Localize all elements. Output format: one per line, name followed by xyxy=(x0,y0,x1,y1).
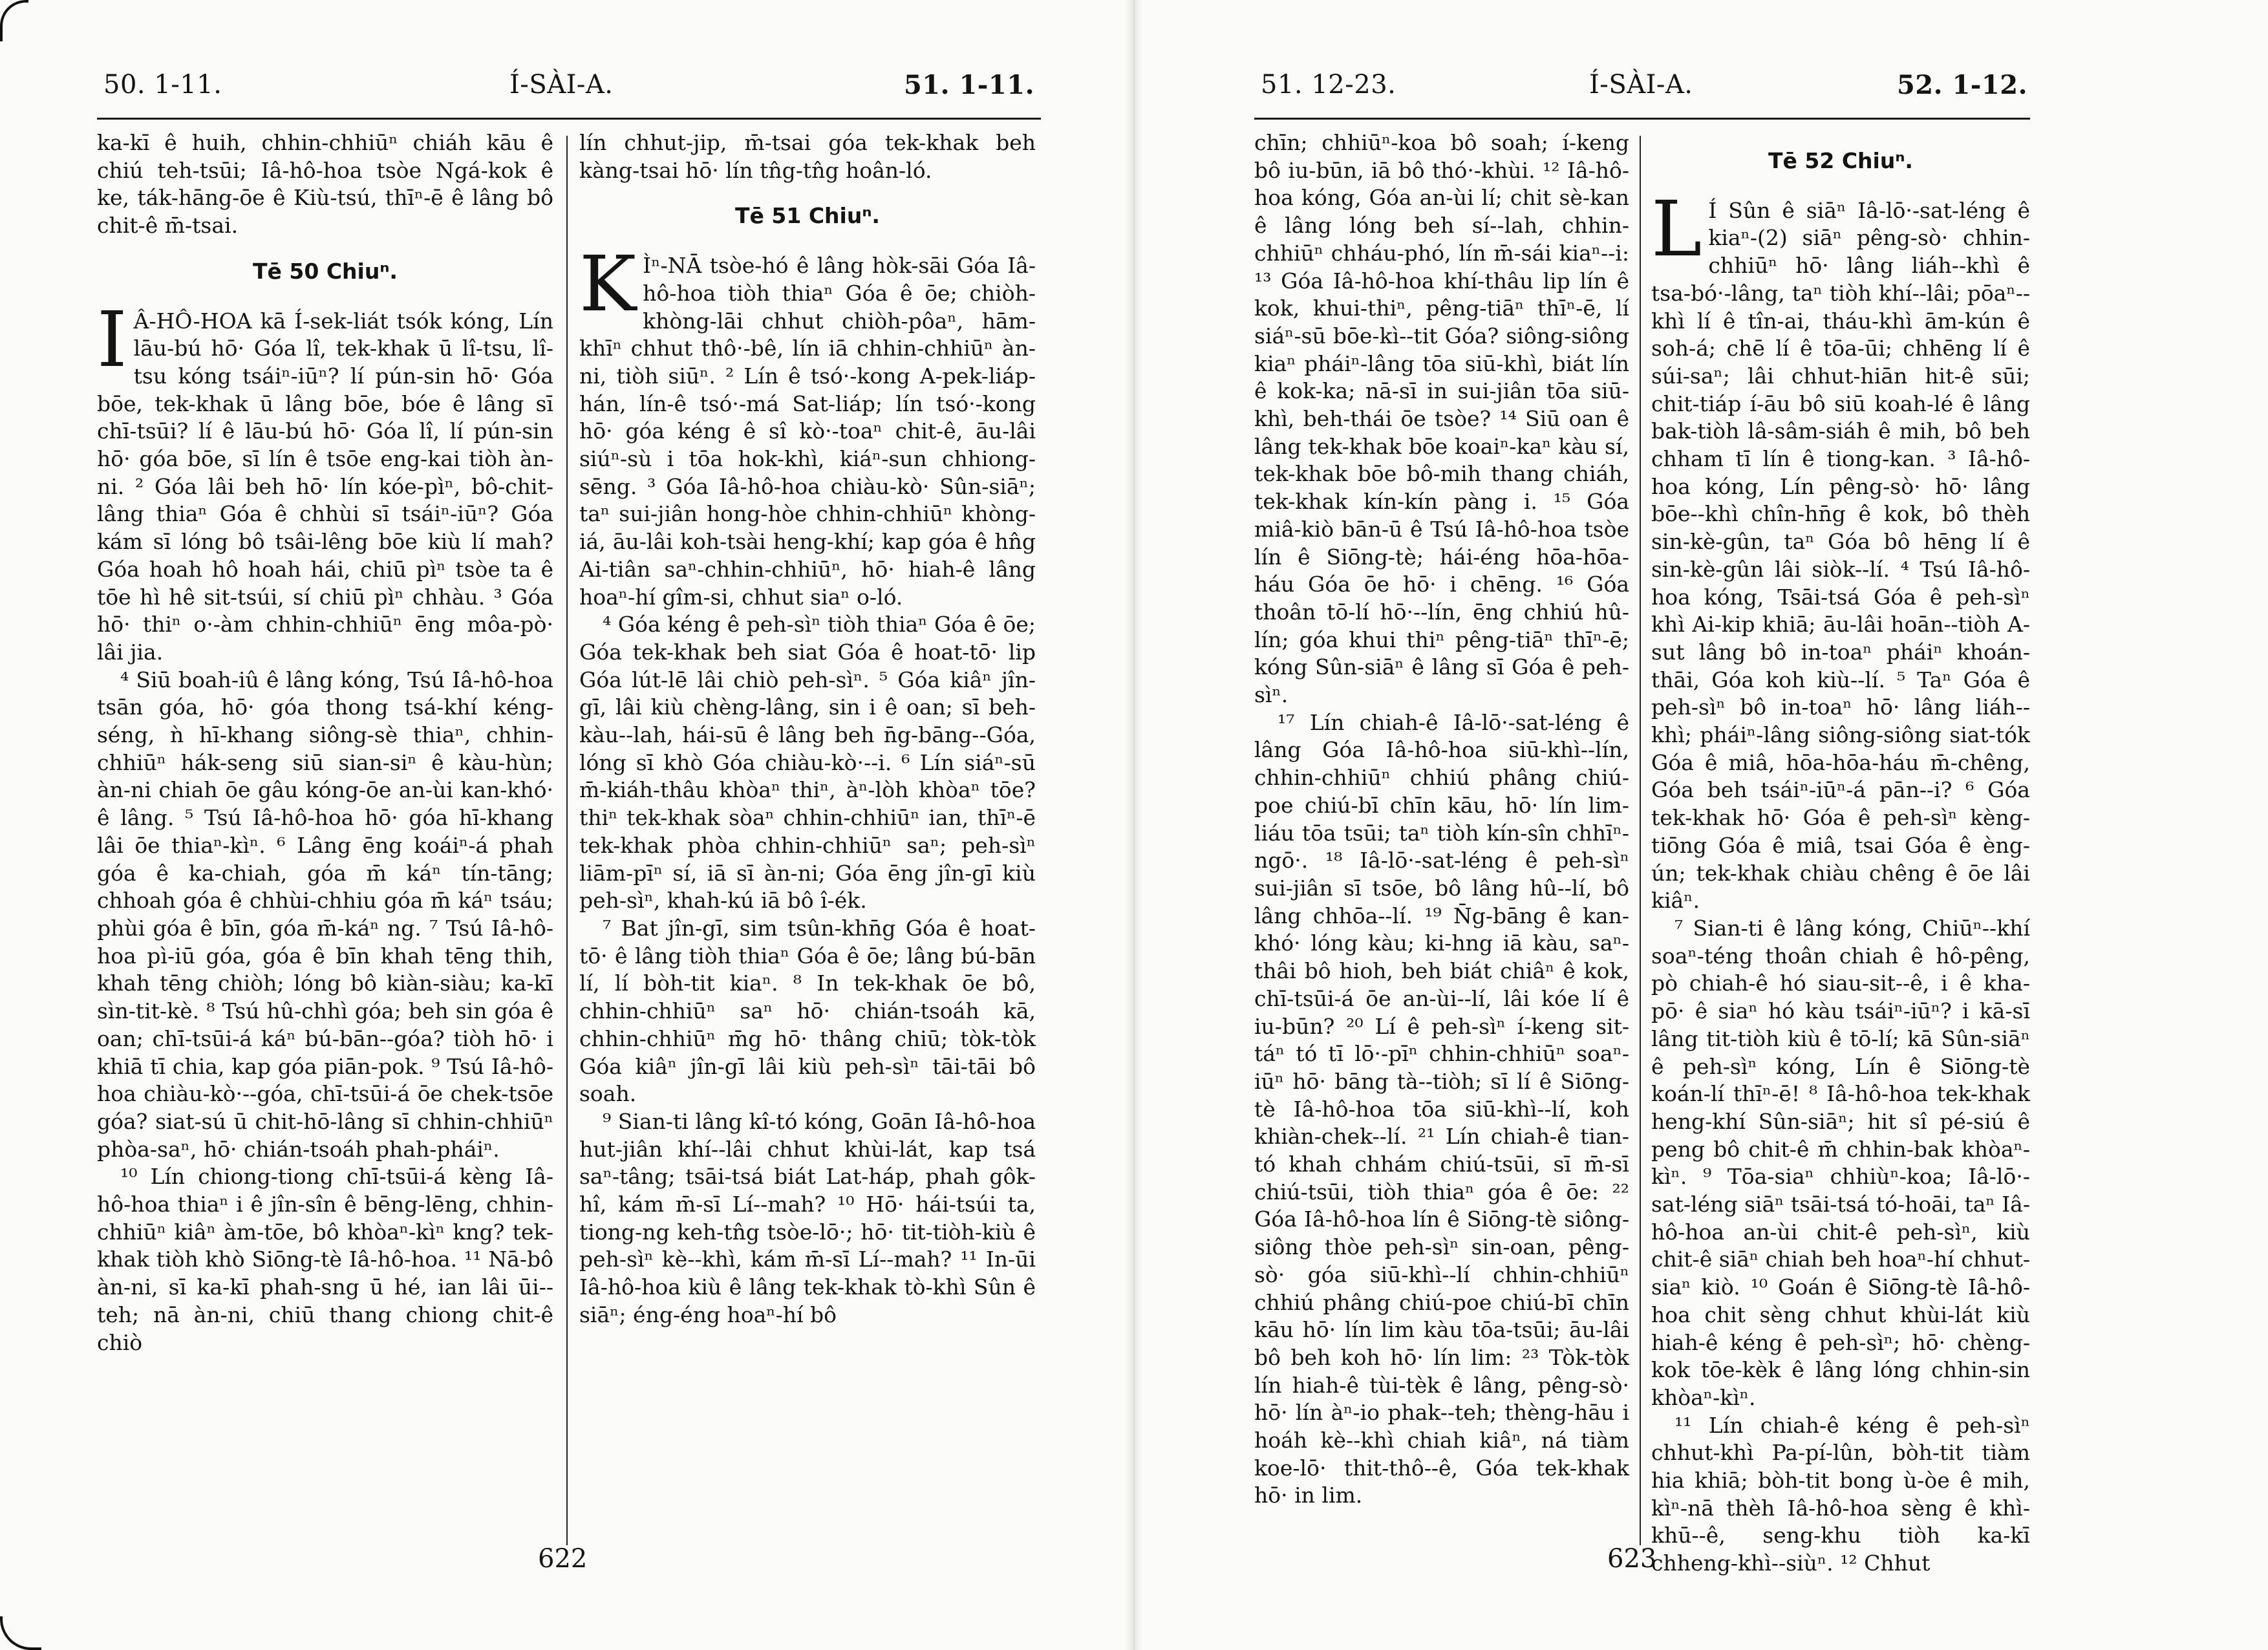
running-header xyxy=(1261,70,2027,111)
verse-paragraph: LÍ Sûn ê siāⁿ Iâ-lō·-sat-léng ê kiaⁿ-(2) siāⁿ pêng-sò· chhin-chhiūⁿ hō· lâng liáh--khì ê tsa-bó·-lâng, taⁿ tiòh khí--lâi; pōaⁿ--khì lí ê tîn-ai, tháu-khì ām-kún ê soh-á; chē lí ê tōa-ūi; chhēng lí ê súi-saⁿ; lâi chhut-hiān hit-ê sūi; chit-tiáp í-āu bô siū koah-lé ê lâng bak-tiòh lâ-sâm-siáh ê mih, bô beh chham tī lín ê tiong-kan. ³ Iâ-hô-hoa kóng, Lín pêng-sò· hō· lâng bōe--khì chîn-hn̄g ê kok, bô thèh sin-kè-gûn, taⁿ Góa bô hēng lí ê sin-kè-gûn lâi siòk--lí. ⁴ Tsú Iâ-hô-hoa kóng, Tsāi-tsá Góa ê peh-sìⁿ khì Ai-kip khiā; āu-lâi hoān--tiòh A-sut lâng bô in-toaⁿ pháiⁿ khoán-thāi, Góa koh kiù--lí. ⁵ Taⁿ Góa ê peh-sìⁿ bô in-toaⁿ hō· lâng liáh--khì; pháiⁿ-lâng siông-siông siat-tók Góa ê miâ, hōa-hōa-háu m̄-chêng, Góa beh tsáiⁿ-iūⁿ-á pān--i? ⁶ Góa tek-khak hō· Góa ê peh-sìⁿ kèng-tiōng Góa ê miâ, tsai Góa ê èng-ún; tek-khak chiàu chêng ê ōe lâi kiâⁿ. xyxy=(1651,184,2030,914)
verse-paragraph: ¹¹ Lín chiah-ê kéng ê peh-sìⁿ chhut-khì Pa-pí-lûn, bòh-tit tiàm hia khiā; bòh-tit bong ù-òe ê mih, kìⁿ-nā thèh Iâ-hô-hoa sèng ê khì-khū--ê, seng-khu tiòh ka-kī chheng-khì--siùⁿ. ¹² Chhut xyxy=(1651,1412,2030,1576)
verse-paragraph: ⁹ Sian-ti lâng kî-tó kóng, Goān Iâ-hô-hoa hut-jiân khí--lâi chhut khùi-lát, kap tsá saⁿ-tâng; tsāi-tsá biát Lat-háp, phah gôk-hî, kám m̄-sī Lí--mah? ¹⁰ Hō· hái-tsúi ta, tiong-ng keh-tn̂g tsòe-lō·; hō· tit-tiòh-kiù ê peh-sìⁿ kè--khì, kám m̄-sī Lí--mah? ¹¹ In-ūi Iâ-hô-hoa kiù ê lâng tek-khak tò-khì Sûn ê siāⁿ; éng-éng hoaⁿ-hí bô xyxy=(579,1108,1036,1327)
text-column-right xyxy=(579,129,1036,1532)
column-intro-text: ka-kī ê huih, chhin-chhiūⁿ chiáh kāu ê chiú teh-tsūi; Iâ-hô-hoa tsòe Ngá-kok ê ke, ták-hāng-ōe ê Kiù-tsú, thīⁿ-ē ê lâng bô chit-ê m̄-tsai. xyxy=(97,130,553,239)
header-verse-range-right: 52. 1-12. xyxy=(1896,70,2027,100)
header-book-title: Í-SÀI-A. xyxy=(509,70,614,100)
page-number: 622 xyxy=(538,1544,588,1574)
column-intro-text: chīn; chhiūⁿ-koa bô soah; í-keng bô iu-būn, iā bô thó·-khùi. ¹² Iâ-hô-hoa kóng, Góa an-ùi lí; chit sè-kan ê lâng lóng beh sí--lah, chhin-chhiūⁿ chháu-phó, lín m̄-sái kiaⁿ--i: ¹³ Góa Iâ-hô-hoa khí-thâu lip lín ê kok, khui-thiⁿ, pêng-tiāⁿ thīⁿ-ē, lí siáⁿ-sū bōe-kì--tit Góa? siông-siông kiaⁿ pháiⁿ-lâng tōa siū-khì, biát lín ê kok-ka; nā-sī in sui-jiân tōa siū-khì, beh-thái ōe tsòe? ¹⁴ Siū oan ê lâng tek-khak bōe koaiⁿ-kaⁿ kàu sí, tek-khak bōe bô-mih thang chiáh, tek-khak kín-kín pàng i. ¹⁵ Góa miâ-kiò bān-ū ê Tsú Iâ-hô-hoa tsòe lín ê Siōng-tè; hái-éng hōa-hōa-háu Góa ōe hō· i chēng. ¹⁶ Góa thoân tō-lí hō·--lín, ēng chhiú hû-lín; góa khui thiⁿ pêng-tiāⁿ thīⁿ-ē; kóng Sûn-siāⁿ ê lâng sī Góa ê peh-sìⁿ. xyxy=(1254,130,1629,708)
verse-paragraph: ⁴ Góa kéng ê peh-sìⁿ tiòh thiaⁿ Góa ê ōe; Góa tek-khak beh siat Góa ê hoat-tō· lip Góa lút-lē lâi chiò peh-sìⁿ. ⁵ Góa kiâⁿ jîn-gī, lâi kiù chèng-lâng, sin i ê oan; sī beh-kàu--lah, hái-sū ê lâng beh n̄g-bāng--Góa, lóng sī khò Góa chiàu-kò·--i. ⁶ Lín siáⁿ-sū m̄-kiáh-thâu khòaⁿ thiⁿ, àⁿ-lòh khòaⁿ tōe? thiⁿ tek-khak sòaⁿ chhin-chhiūⁿ ian, thīⁿ-ē tek-khak phòa chhin-chhiūⁿ saⁿ; peh-sìⁿ liām-pīⁿ sí, iā sī àn-ni; Góa ēng jîn-gī kiù peh-sìⁿ, khah-kú iā bô î-ék. xyxy=(579,612,1036,914)
verse-paragraph: ⁴ Siū boah-iû ê lâng kóng, Tsú Iâ-hô-hoa tsān góa, hō· góa thong tsá-khí kéng-séng, ǹ hī-khang siông-sè thiaⁿ, chhin-chhiūⁿ hák-seng siū sian-siⁿ ê kàu-hùn; àn-ni chiah ōe gâu kóng-ōe an-ùi kan-khó· ê lâng. ⁵ Tsú Iâ-hô-hoa hō· góa hī-khang lâi ōe thiaⁿ-kìⁿ. ⁶ Lâng ēng koáiⁿ-á phah góa ê ka-chiah, góa m̄ káⁿ tín-tāng; chhoah góa ê chhùi-chhiu góa m̄ káⁿ tsáu; phùi góa ê bīn, góa m̄-káⁿ ng. ⁷ Tsú Iâ-hô-hoa pì-iū góa, góa ê bīn khah tēng thih, khah tēng chiòh; lóng bô kiàn-siàu; ka-kī sìn-tit-kè. ⁸ Tsú hû-chhì góa; beh sin góa ê oan; chī-tsūi-á káⁿ bú-bān--góa? tiòh hō· i khiā tī chia, kap góa piān-pok. ⁹ Tsú Iâ-hô-hoa chiàu-kò·--góa, chī-tsūi-á ōe chek-tsōe góa? siat-sú ū chit-hō-lâng sī chhin-chhiūⁿ phòa-saⁿ, hō· chián-tsoáh phah-pháiⁿ. xyxy=(97,667,553,1162)
verse-paragraph: ¹⁰ Lín chiong-tiong chī-tsūi-á kèng Iâ-hô-hoa thiaⁿ i ê jîn-sîn ê bēng-lēng, chhin-chhiūⁿ kiâⁿ àm-tōe, bô khòaⁿ-kìⁿ kng? tek-khak tiòh khò Siōng-tè Iâ-hô-hoa. ¹¹ Nā-bô àn-ni, sī ka-kī phah-sng ū hé, ian lâi ūi--teh; nā àn-ni, chiū thang chiong chit-ê chiò xyxy=(97,1164,553,1355)
chapter-heading: Tē 52 Chiuⁿ. xyxy=(1768,148,1913,173)
header-verse-range-left: 51. 12-23. xyxy=(1261,70,1396,100)
verse-paragraph: IÂ-HÔ-HOA kā Í-sek-liát tsók kóng, Lín lāu-bú hō· Góa lî, tek-khak ū lî-tsu, lî-tsu kóng tsáiⁿ-iūⁿ? lí pún-sin hō· Góa bōe, tek-khak ū lâng bōe, bóe ê lâng sī chī-tsūi? lí ê lāu-bú hō· Góa lî, lí pún-sin hō· góa bōe, sī lín ê tsōe eng-kai tiòh àn-ni. ² Góa lâi beh hō· lín kóe-pìⁿ, bô-chit-lâng thiaⁿ Góa ê chhùi sī tsáiⁿ-iūⁿ? Góa kám sī lóng bô tsâi-lêng bōe kiù lí mah? Góa hoah hô hoah hái, chiū pìⁿ tsòe ta ê tōe hì hê sit-tsúi, sí chiū pìⁿ chhàu. ³ Góa hō· thiⁿ o·-àm chhin-chhiūⁿ ēng môa-pò· lâi jia. xyxy=(97,294,553,665)
chapter-heading: Tē 50 Chiuⁿ. xyxy=(253,258,398,284)
verse-paragraph: ⁷ Sian-ti ê lâng kóng, Chiūⁿ--khí soaⁿ-téng thoân chiah ê hô-pêng, pò chiah-ê hó siau-sit--ê, i ê kha-pō· ê siaⁿ hó kàu tsáiⁿ-iūⁿ? i kā-sī lâng tit-tiòh kiù ê tō-lí; kā Sûn-siāⁿ ê peh-sìⁿ kóng, Lín ê Siōng-tè koán-lí thīⁿ-ē! ⁸ Iâ-hô-hoa tek-khak heng-khí Sûn-siāⁿ; hit sî pé-siú ê peng bô chit-ê m̄ chhin-bak khòaⁿ-kìⁿ. ⁹ Tōa-siaⁿ chhiùⁿ-koa; Iâ-lō·-sat-léng siāⁿ tsāi-tsá tó-hoāi, taⁿ Iâ-hô-hoa an-ùi chit-ê peh-sìⁿ, kiù chit-ê siāⁿ chiah beh hoaⁿ-hí chhut-siaⁿ kiò. ¹⁰ Goán ê Siōng-tè Iâ-hô-hoa chit sèng chhut khùi-lát kiù hiah-ê kéng ê peh-sìⁿ; hō· chèng-kok tōe-kèk ê lâng lóng chhin-sin khòaⁿ-kìⁿ. xyxy=(1651,915,2031,1410)
verse-paragraph: ⁷ Bat jîn-gī, sim tsûn-khn̄g Góa ê hoat-tō· ê lâng tiòh thiaⁿ Góa ê ōe; lâng bú-bān lí, lí bòh-tit kiaⁿ. ⁸ In tek-khak ōe bô, chhin-chhiūⁿ saⁿ hō· chián-tsoáh kā, chhin-chhiūⁿ m̄g hō· thâng chiū; tòk-tòk Góa kiâⁿ jîn-gī lâi kiù peh-sìⁿ tāi-tāi bô soah. xyxy=(579,915,1036,1107)
text-column-right xyxy=(1651,129,2031,1576)
column-intro-text: lín chhut-jip, m̄-tsai góa tek-khak beh kàng-tsai hō· lín tn̂g-tn̂g hoân-ló. xyxy=(579,130,1036,183)
column-divider xyxy=(1640,136,1641,1545)
verse-paragraph: KÌⁿ-NĀ tsòe-hó ê lâng hòk-sāi Góa Iâ-hô-hoa tiòh thiaⁿ Góa ê ōe; chiòh-khòng-lāi chhut chiòh-pôaⁿ, hām-khīⁿ chhut thô·-bê, lín iā chhin-chhiūⁿ àn-ni, tiòh siūⁿ. ² Lín ê tsó·-kong A-pek-liáp-hán, lín-ê tsó·-má Sat-liáp; lín tsó·-kong hō· góa kéng ê sî kò·-toaⁿ chit-ê, āu-lâi siúⁿ-sù i tōa hok-khì, kiáⁿ-sun chhiong-sēng. ³ Góa Iâ-hô-hoa chiàu-kò· Sûn-siāⁿ; taⁿ sui-jiân hong-hòe chhin-chhiūⁿ khòng-iá, āu-lâi koh-tsài heng-khí; kap góa ê hn̂g Ai-tiân saⁿ-chhin-chhiūⁿ, hō· hiah-ê lâng hoaⁿ-hí gîm-si, chhut siaⁿ o-ló. xyxy=(579,239,1036,610)
header-book-title: Í-SÀI-A. xyxy=(1589,70,1693,100)
header-verse-range-right: 51. 1-11. xyxy=(903,70,1034,100)
chapter-heading: Tē 51 Chiuⁿ. xyxy=(735,203,880,229)
verse-paragraph: ¹⁷ Lín chiah-ê Iâ-lō·-sat-léng ê lâng Góa Iâ-hô-hoa siū-khì--lín, chhin-chhiūⁿ chhiú phâng chiú-poe chiú-bī chīn kāu, hō· lín lim-liáu tōa tsūi; taⁿ tiòh kín-sîn chhīⁿ-ngō·. ¹⁸ Iâ-lō·-sat-léng ê peh-sìⁿ sui-jiân sī tsōe, bô lâng hû--lí, bô lâng chhōa--lí. ¹⁹ N̄g-bāng ê kan-khó· lóng kàu; ki-hng iā kàu, saⁿ-thâi bô hioh, beh biát chiâⁿ ê kok, chī-tsūi-á ōe an-ùi--lí, lâi kóe lí ê iu-būn? ²⁰ Lí ê peh-sìⁿ í-keng sit-táⁿ tó tī lō·-pīⁿ chhin-chhiūⁿ soaⁿ-iūⁿ hō· bāng tà--tiòh; sī lí ê Siōng-tè Iâ-hô-hoa tōa siū-khì--lí, koh khiàn-chek--lí. ²¹ Lín chiah-ê tian-tó khah chhám chiú-tsūi, sī m̄-sī chiú-tsūi, tiòh thiaⁿ góa ê ōe: ²² Góa Iâ-hô-hoa lín ê Siōng-tè siông-siông thòe peh-sìⁿ sin-oan, pêng-sò· góa siū-khì--lí chhin-chhiūⁿ chhiú phâng chiú-poe chiú-bī chīn kāu hō· lín lim kàu tōa-tsūi; āu-lâi bô beh koh hō· lín lim: ²³ Tòk-tòk lín hiah-ê tùi-tèk ê lâng, pêng-sò· hō· lín àⁿ-io phak--teh; thèng-hāu i hoáh kè--khì chiah kiâⁿ, ná tiàm koe-lō· thit-thô--ê, Góa tek-khak hō· in lim. xyxy=(1254,709,1629,1508)
running-header xyxy=(103,70,1034,111)
column-divider xyxy=(566,136,568,1545)
header-rule xyxy=(97,118,1041,120)
header-verse-range-left: 50. 1-11. xyxy=(103,70,222,100)
right-page xyxy=(1134,0,2268,1650)
text-column-left xyxy=(97,129,553,1532)
page-number: 623 xyxy=(1607,1544,1657,1574)
header-rule xyxy=(1254,118,2030,120)
text-column-left xyxy=(1254,129,1629,1532)
